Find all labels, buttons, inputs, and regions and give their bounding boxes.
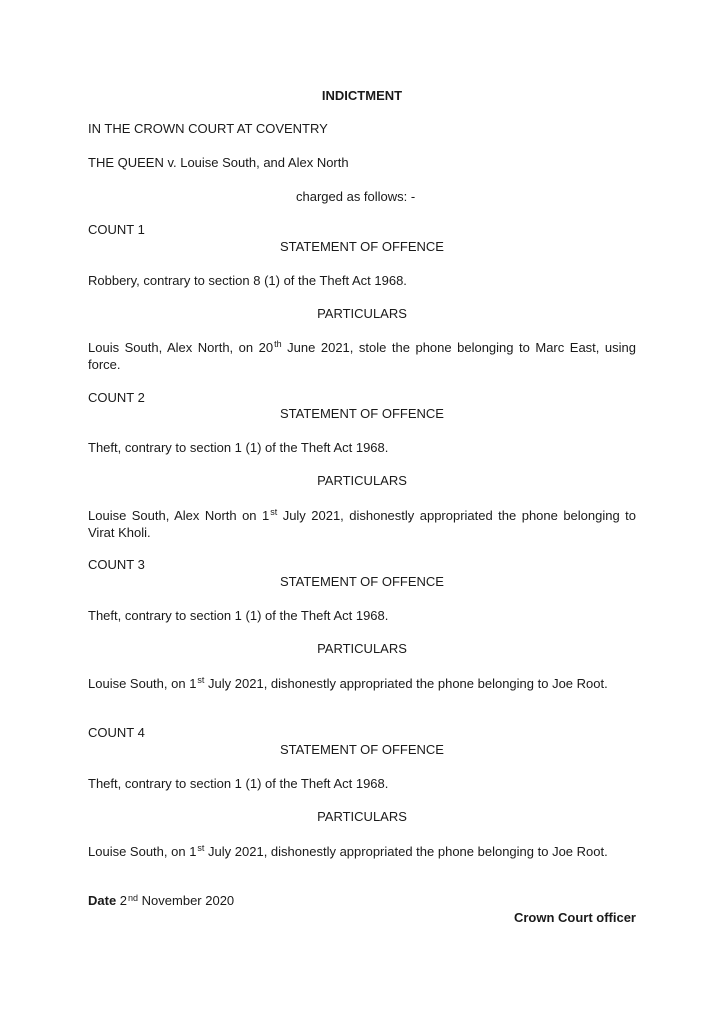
count-4-particulars-heading: PARTICULARS bbox=[317, 809, 407, 824]
charged-as-follows: charged as follows: - bbox=[296, 189, 416, 204]
court-name: IN THE CROWN COURT AT COVENTRY bbox=[88, 121, 328, 136]
count-4-statement: Theft, contrary to section 1 (1) of the Theft Act 1968. bbox=[88, 776, 389, 791]
count-2-label: COUNT 2 bbox=[88, 390, 145, 405]
count-3-statement-heading: STATEMENT OF OFFENCE bbox=[280, 574, 444, 589]
document-date: Date 2nd November 2020 bbox=[88, 893, 235, 908]
count-1-statement: Robbery, contrary to section 8 (1) of the Theft Act 1968. bbox=[88, 273, 407, 288]
count-2-statement-heading: STATEMENT OF OFFENCE bbox=[280, 406, 444, 421]
count-3-particulars-heading: PARTICULARS bbox=[317, 641, 407, 656]
count-3-statement: Theft, contrary to section 1 (1) of the Theft Act 1968. bbox=[88, 608, 389, 623]
parties: THE QUEEN v. Louise South, and Alex North bbox=[88, 155, 349, 170]
count-4-label: COUNT 4 bbox=[88, 725, 145, 740]
count-1-statement-heading: STATEMENT OF OFFENCE bbox=[280, 239, 444, 254]
count-4-particulars: Louise South, on 1st July 2021, dishonestly appropriated the phone belonging to Joe Root. bbox=[88, 843, 608, 859]
count-1-particulars: Louis South, Alex North, on 20th June 2021, stole the phone belonging to Marc East, using force. bbox=[88, 339, 636, 372]
count-1-label: COUNT 1 bbox=[88, 222, 145, 237]
count-2-particulars: Louise South, Alex North on 1st July 2021, dishonestly appropriated the phone belonging to Virat Kholi. bbox=[88, 507, 636, 540]
count-3-label: COUNT 3 bbox=[88, 557, 145, 572]
count-1-particulars-heading: PARTICULARS bbox=[317, 306, 407, 321]
crown-court-officer: Crown Court officer bbox=[513, 910, 636, 925]
count-2-particulars-heading: PARTICULARS bbox=[317, 473, 407, 488]
document-title: INDICTMENT bbox=[321, 88, 403, 103]
count-3-particulars: Louise South, on 1st July 2021, dishonestly appropriated the phone belonging to Joe Root. bbox=[88, 675, 608, 691]
count-4-statement-heading: STATEMENT OF OFFENCE bbox=[280, 742, 444, 757]
count-2-statement: Theft, contrary to section 1 (1) of the Theft Act 1968. bbox=[88, 440, 389, 455]
